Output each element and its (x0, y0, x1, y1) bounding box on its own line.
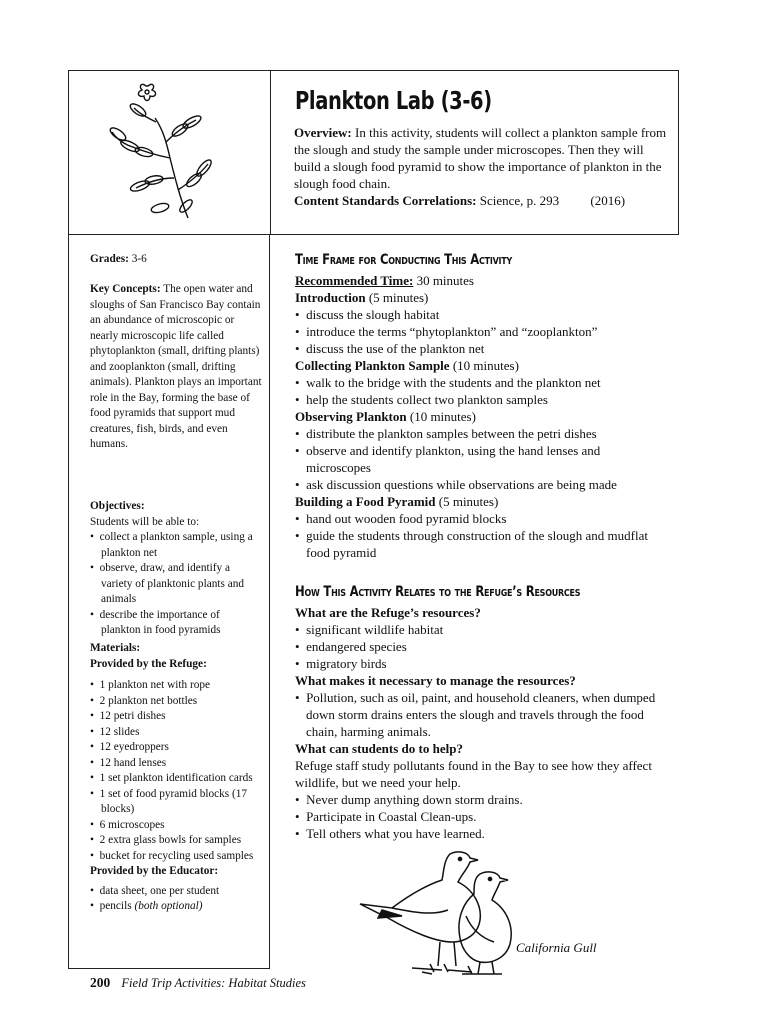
timeframe-body (295, 272, 667, 561)
list-item: • 2 plankton net bottles (90, 694, 262, 710)
header-divider (270, 70, 271, 235)
list-item: • discuss the use of the plankton net (295, 340, 667, 357)
list-item: • 2 extra glass bowls for samples (90, 833, 262, 849)
materials (90, 641, 262, 915)
educator-label: Provided by the Educator: (90, 865, 219, 877)
list-item: • distribute the plankton samples between the petri dishes (295, 425, 667, 442)
list-item: • help the students collect two plankton samples (295, 391, 667, 408)
list-item: • observe, draw, and identify a variety of planktonic plants and animals (90, 561, 262, 608)
timeframe-heading: Time Frame for Conducting This Activity (295, 252, 513, 268)
list-item: • describe the importance of plankton in food pyramids (90, 608, 262, 639)
seaweed-illustration-icon (100, 78, 230, 228)
q2-list (295, 689, 667, 740)
list-item: • data sheet, one per student (90, 884, 262, 900)
refuge-label: Provided by the Refuge: (90, 657, 207, 670)
list-item: • bucket for recycling used samples (90, 849, 262, 865)
list-item: • Tell others what you have learned. (295, 825, 667, 842)
standards-label: Content Standards Correlations: (294, 193, 477, 208)
gull-illustration-icon (352, 846, 522, 976)
key-concepts-label: Key Concepts: (90, 283, 161, 295)
recommended-value: 30 minutes (416, 273, 474, 288)
overview-label: Overview: (294, 125, 352, 140)
list-item: • significant wildlife habitat (295, 621, 667, 638)
overview-text: In this activity, students will collect a plankton sample from the slough and study the sample under microscopes. Then they will build a slough food pyramid to show the importance of plankton in the slough food chain. (294, 125, 667, 191)
build-time: (5 minutes) (438, 494, 499, 509)
list-item: • collect a plankton sample, using a plankton net (90, 530, 262, 561)
footer-title: Field Trip Activities: Habitat Studies (121, 976, 306, 990)
question-2: What makes it necessary to manage the resources? (295, 673, 576, 688)
intro-label: Introduction (295, 290, 366, 305)
refuge-list (90, 678, 262, 864)
objectives-list (90, 530, 262, 639)
standards-year: (2016) (590, 193, 626, 208)
question-3: What can students do to help? (295, 741, 463, 756)
list-item: • 1 plankton net with rope (90, 678, 262, 694)
recommended-label: Recommended Time: (295, 273, 414, 288)
observe-time: (10 minutes) (409, 409, 476, 424)
objectives-intro: Students will be able to: (90, 515, 200, 528)
list-item: • guide the students through construction of the slough and mudflat food pyramid (295, 527, 667, 561)
page-title: Plankton Lab (3-6) (295, 86, 492, 115)
objectives-label: Objectives: (90, 500, 145, 512)
key-concepts-text: The open water and sloughs of San Francisco Bay contain an abundance of microscopic or nearly microscopic life called phytoplankton (small, drifting plants) and zooplankton (small, drifting animals). Plankton plays an important role in the Bay, forming the base of food pyramids that support mud creatures, fish, birds, and even humans. (90, 283, 262, 450)
list-item: • Pollution, such as oil, paint, and household cleaners, when dumped down storm drains enters the slough and travels through the food chain, harming animals. (295, 689, 667, 740)
educator-note: (both optional) (134, 900, 203, 912)
materials-label: Materials: (90, 642, 141, 654)
page-number: 200 (90, 975, 111, 990)
resources-body (295, 604, 667, 842)
list-item: • discuss the slough habitat (295, 306, 667, 323)
page-footer (90, 975, 306, 991)
list-item: • ask discussion questions while observations are being made (295, 476, 667, 493)
grades (90, 252, 262, 268)
list-item: • 12 eyedroppers (90, 740, 262, 756)
list-item: • endangered species (295, 638, 667, 655)
intro-time: (5 minutes) (368, 290, 429, 305)
build-list (295, 510, 667, 561)
collect-time: (10 minutes) (452, 358, 519, 373)
list-item: • observe and identify plankton, using the hand lenses and microscopes (295, 442, 667, 476)
list-item: • 12 slides (90, 725, 262, 741)
resources-heading: How This Activity Relates to the Refuge’s Resources (295, 584, 581, 600)
observe-label: Observing Plankton (295, 409, 407, 424)
grades-value: 3-6 (131, 253, 147, 265)
q1-list (295, 621, 667, 672)
illustration-caption: California Gull (516, 940, 597, 955)
list-item: • 1 set of food pyramid blocks (17 blocks) (90, 787, 262, 818)
list-item: • 1 set plankton identification cards (90, 771, 262, 787)
list-item: • 12 petri dishes (90, 709, 262, 725)
list-item: • Participate in Coastal Clean-ups. (295, 808, 667, 825)
q3-text: Refuge staff study pollutants found in the Bay to see how they affect wildlife, but we need your help. (295, 758, 652, 790)
educator-list (90, 884, 262, 915)
q3-list (295, 791, 667, 842)
objectives (90, 499, 262, 639)
intro-list (295, 306, 667, 357)
list-item: • hand out wooden food pyramid blocks (295, 510, 667, 527)
list-item: • pencils (both optional) (90, 899, 262, 915)
question-1: What are the Refuge’s resources? (295, 605, 481, 620)
list-item: • 12 hand lenses (90, 756, 262, 772)
observe-list (295, 425, 667, 493)
standards-text: Science, p. 293 (479, 193, 560, 208)
list-item: • migratory birds (295, 655, 667, 672)
overview-block (294, 124, 669, 209)
key-concepts (90, 282, 262, 453)
list-item: • introduce the terms “phytoplankton” and “zooplankton” (295, 323, 667, 340)
collect-list (295, 374, 667, 408)
collect-label: Collecting Plankton Sample (295, 358, 450, 373)
list-item: • Never dump anything down storm drains. (295, 791, 667, 808)
list-item: • 6 microscopes (90, 818, 262, 834)
build-label: Building a Food Pyramid (295, 494, 436, 509)
grades-label: Grades: (90, 253, 129, 265)
list-item: • walk to the bridge with the students and the plankton net (295, 374, 667, 391)
